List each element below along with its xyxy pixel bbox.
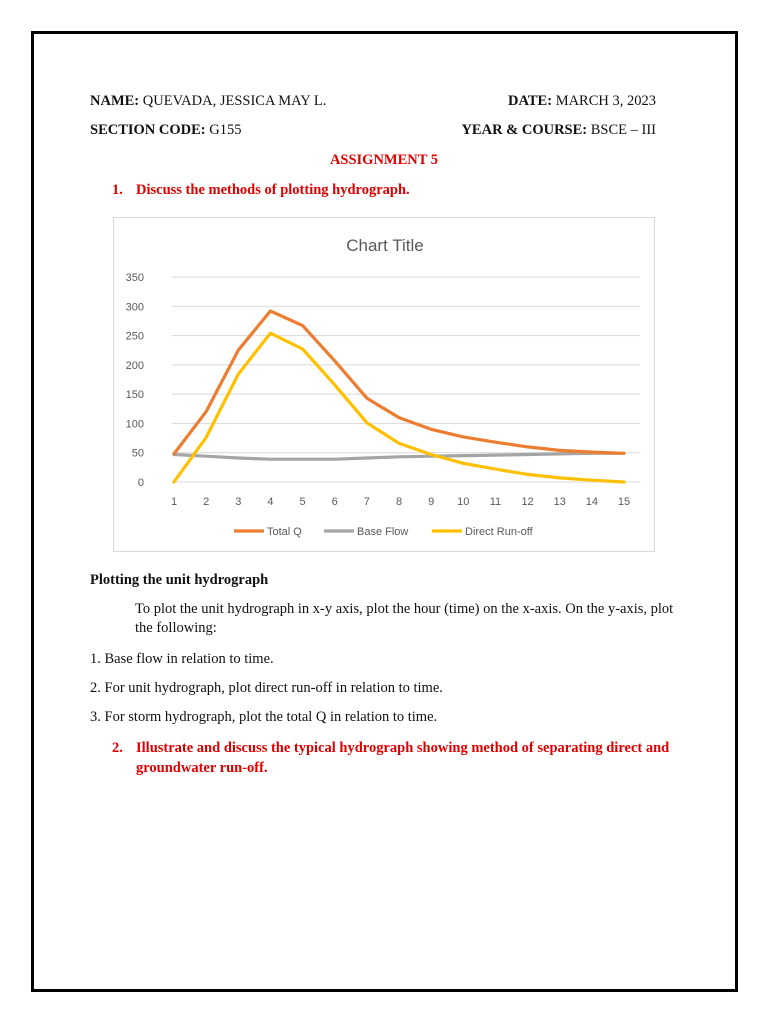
x-tick-label-4: 4 — [267, 496, 274, 508]
x-tick-label-5: 5 — [299, 496, 306, 508]
instruction-paragraph: To plot the unit hydrograph in x-y axis, plot the hour (time) on the x-axis. On the y-axis, plot the following: — [135, 601, 674, 636]
question-2-number: 2. — [112, 740, 123, 756]
series-line-total-q — [174, 311, 624, 454]
section-field — [90, 122, 241, 139]
list-item-3: 3. For storm hydrograph, plot the total Q in relation to time. — [90, 709, 438, 725]
date-label: DATE: — [508, 93, 553, 109]
year-course-field — [461, 122, 656, 139]
chart-x-ticks — [171, 496, 630, 508]
list-item-2: 2. For unit hydrograph, plot direct run-off in relation to time. — [90, 680, 443, 696]
name-value: QUEVADA, JESSICA MAY L. — [139, 93, 327, 109]
y-tick-label-300: 300 — [125, 301, 144, 314]
header-row-1 — [90, 93, 656, 110]
y-tick-label-350: 350 — [125, 272, 144, 284]
name-field — [90, 93, 326, 110]
x-tick-label-14: 14 — [585, 496, 598, 508]
series-line-base-flow — [174, 453, 624, 459]
x-tick-label-7: 7 — [363, 496, 370, 508]
legend-label-total-q: Total Q — [267, 526, 302, 538]
question-1-number: 1. — [112, 182, 123, 198]
x-tick-label-9: 9 — [428, 496, 435, 508]
chart-title: Chart Title — [346, 236, 424, 255]
y-tick-label-100: 100 — [125, 418, 144, 431]
chart-svg — [114, 218, 656, 553]
date-value: MARCH 3, 2023 — [552, 93, 656, 109]
legend-label-direct-run-off: Direct Run-off — [465, 526, 533, 538]
question-1 — [112, 182, 410, 199]
year-course-label: YEAR & COURSE: — [461, 122, 588, 138]
date-field — [508, 93, 656, 110]
x-tick-label-3: 3 — [235, 496, 242, 508]
y-tick-label-150: 150 — [125, 389, 144, 402]
y-tick-label-50: 50 — [131, 447, 144, 460]
legend-label-base-flow: Base Flow — [357, 526, 409, 538]
x-tick-label-12: 12 — [521, 496, 534, 508]
name-label: NAME: — [90, 93, 140, 109]
hydrograph-chart — [113, 217, 655, 552]
header-row-2 — [90, 122, 656, 139]
section-value: G155 — [205, 122, 242, 138]
section-label: SECTION CODE: — [90, 122, 206, 138]
x-tick-label-10: 10 — [457, 496, 470, 508]
chart-series — [174, 311, 624, 482]
y-tick-label-250: 250 — [125, 330, 144, 343]
x-tick-label-15: 15 — [617, 496, 631, 508]
section-heading: Plotting the unit hydrograph — [90, 572, 269, 588]
y-tick-label-0: 0 — [137, 477, 144, 489]
chart-legend — [234, 526, 534, 538]
question-1-text: Discuss the methods of plotting hydrograph. — [136, 182, 410, 198]
x-tick-label-1: 1 — [170, 496, 178, 508]
year-course-value: BSCE – III — [587, 122, 656, 138]
x-tick-label-11: 11 — [489, 496, 502, 508]
x-tick-label-8: 8 — [395, 496, 403, 508]
list-item-1: 1. Base flow in relation to time. — [90, 651, 274, 667]
question-2-text: Illustrate and discuss the typical hydrograph showing method of separating direct and groundwater run-off. — [136, 740, 670, 776]
y-tick-label-200: 200 — [125, 359, 144, 372]
question-2 — [112, 738, 672, 778]
assignment-title: ASSIGNMENT 5 — [329, 152, 439, 168]
x-tick-label-6: 6 — [331, 496, 338, 508]
x-tick-label-2: 2 — [203, 496, 210, 508]
x-tick-label-13: 13 — [553, 496, 566, 508]
